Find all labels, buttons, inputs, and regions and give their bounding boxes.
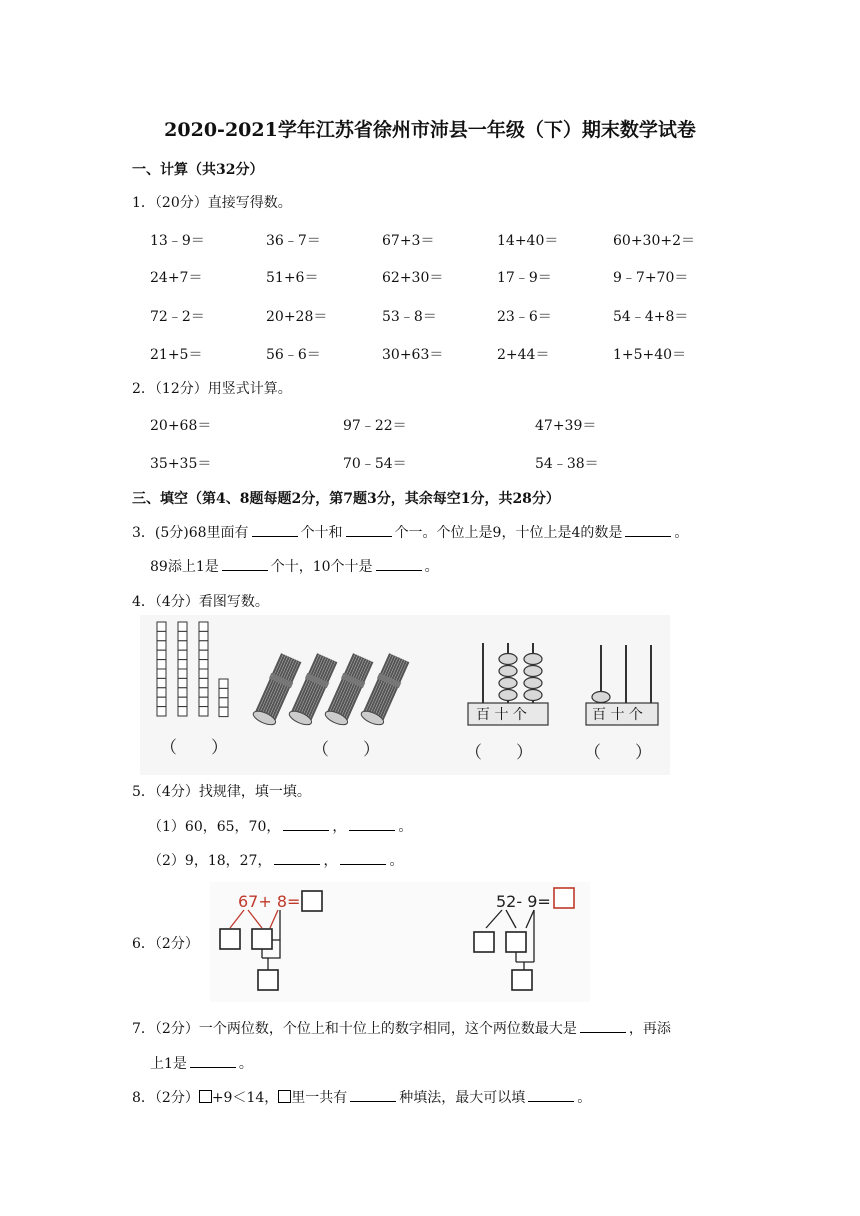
answer-blank[interactable] — [252, 524, 298, 537]
oral-calculation-item: 13﹣9＝ — [150, 233, 205, 249]
answer-paren-3[interactable]: （ ） — [465, 743, 533, 763]
q7-text-3: 上1是 — [150, 1056, 187, 1072]
oral-calculation-item: 17﹣9＝ — [497, 270, 552, 286]
unit-cube — [219, 707, 228, 716]
question-7-line-2 — [150, 1053, 253, 1073]
answer-blank[interactable] — [340, 852, 386, 865]
section-1-heading: 一、计算（共32分） — [132, 162, 264, 178]
question-4-figures — [140, 615, 670, 775]
ten-rod — [157, 622, 166, 716]
answer-box[interactable] — [302, 891, 322, 911]
abacus-bead — [499, 654, 517, 665]
answer-blank[interactable] — [528, 1089, 574, 1102]
square-placeholder — [278, 1090, 291, 1103]
oral-calculation-item: 62+30＝ — [382, 270, 444, 286]
abacus-2-label: 百 十 个 — [592, 707, 643, 723]
sequence-2-text: （2）9，18，27， — [148, 853, 272, 869]
sequence-2 — [148, 850, 403, 870]
abacus-1-label: 百 十 个 — [476, 707, 527, 723]
q3-text-6: 个十，10个十是 — [270, 559, 373, 575]
q8-text-2: +9＜14， — [211, 1090, 279, 1106]
q7-text-2: ，再添 — [628, 1021, 671, 1037]
q3-text-4: 。 — [674, 525, 689, 541]
answer-box[interactable] — [506, 932, 526, 952]
oral-calculation-item: 24+7＝ — [150, 270, 203, 286]
question-2-label: 2．（12分）用竖式计算。 — [132, 381, 292, 397]
q3-text-2: 个十和 — [300, 525, 343, 541]
vertical-calculation-item: 97﹣22＝ — [343, 418, 407, 434]
answer-blank[interactable] — [350, 1089, 396, 1102]
vertical-calculation-item: 20+68＝ — [150, 418, 212, 434]
sequence-1 — [148, 816, 412, 836]
q3-text-5: 89添上1是 — [150, 559, 219, 575]
oral-calculation-item: 51+6＝ — [266, 270, 319, 286]
answer-box[interactable] — [512, 970, 532, 990]
answer-blank[interactable] — [625, 524, 671, 537]
question-5-label: 5．（4分）找规律，填一填。 — [132, 784, 311, 800]
separator: ， — [332, 819, 347, 835]
answer-box[interactable] — [554, 888, 574, 908]
q8-text-3: 里一共有 — [291, 1090, 348, 1106]
answer-box[interactable] — [252, 929, 272, 949]
answer-box[interactable] — [258, 970, 278, 990]
answer-blank[interactable] — [349, 818, 395, 831]
oral-calculation-item: 53﹣8＝ — [382, 309, 437, 325]
answer-paren-1[interactable]: （ ） — [160, 738, 228, 758]
sequence-end: 。 — [398, 819, 413, 835]
sequence-1-text: （1）60，65，70， — [148, 819, 281, 835]
answer-blank[interactable] — [274, 852, 320, 865]
abacus-bead — [524, 666, 542, 677]
oral-calculation-item: 9﹣7+70＝ — [613, 270, 689, 286]
q7-text-4: 。 — [238, 1056, 253, 1072]
q3-text-1: 3．(5分)68里面有 — [132, 525, 249, 541]
question-8-line — [132, 1087, 591, 1107]
question-7-line-1 — [132, 1018, 671, 1038]
q8-text-1: 8．（2分） — [132, 1090, 199, 1106]
answer-blank[interactable] — [580, 1020, 626, 1033]
question-6-label: 6．（2分） — [132, 936, 199, 952]
answer-blank[interactable] — [346, 524, 392, 537]
abacus-bead — [524, 690, 542, 701]
unit-cubes — [219, 679, 228, 717]
vertical-calculation-item: 47+39＝ — [535, 418, 597, 434]
question-6-diagrams — [210, 882, 590, 1002]
equation-2: 52- 9= — [496, 892, 551, 911]
question-4-label: 4．（4分）看图写数。 — [132, 594, 269, 610]
abacus-bead — [499, 666, 517, 677]
oral-calculation-item: 54﹣4+8＝ — [613, 309, 689, 325]
abacus-bead — [524, 654, 542, 665]
sequence-end: 。 — [389, 853, 404, 869]
page-title: 2020-2021学年江苏省徐州市沛县一年级（下）期末数学试卷 — [164, 119, 696, 141]
answer-blank[interactable] — [190, 1055, 236, 1068]
ten-rod — [199, 622, 208, 716]
q3-text-7: 。 — [424, 559, 439, 575]
oral-calculation-item: 60+30+2＝ — [613, 233, 695, 249]
oral-calculation-item: 72﹣2＝ — [150, 309, 205, 325]
equation-1: 67+ 8= — [238, 892, 301, 911]
oral-calculation-item: 67+3＝ — [382, 233, 435, 249]
abacus-beads — [592, 692, 610, 703]
answer-blank[interactable] — [283, 818, 329, 831]
question-1-label: 1．（20分）直接写得数。 — [132, 195, 292, 211]
oral-calculation-item: 56﹣6＝ — [266, 347, 321, 363]
vertical-calculation-item: 35+35＝ — [150, 456, 212, 472]
question-3-line-1 — [132, 522, 688, 542]
abacus-bead — [499, 678, 517, 689]
oral-calculation-item: 23﹣6＝ — [497, 309, 552, 325]
answer-paren-2[interactable]: （ ） — [312, 740, 380, 760]
unit-cube — [219, 679, 228, 688]
unit-cube — [219, 688, 228, 697]
answer-blank[interactable] — [222, 558, 268, 571]
answer-blank[interactable] — [376, 558, 422, 571]
oral-calculation-item: 21+5＝ — [150, 347, 203, 363]
q3-text-3: 个一。个位上是9，十位上是4的数是 — [394, 525, 623, 541]
q8-text-4: 种填法，最大可以填 — [399, 1090, 526, 1106]
square-placeholder — [199, 1090, 212, 1103]
ten-rod — [178, 622, 187, 716]
vertical-calculation-item: 70﹣54＝ — [343, 456, 407, 472]
answer-box[interactable] — [220, 929, 240, 949]
q8-text-5: 。 — [577, 1090, 592, 1106]
oral-calculation-item: 20+28＝ — [266, 309, 328, 325]
vertical-calculation-item: 54﹣38＝ — [535, 456, 599, 472]
oral-calculation-item: 1+5+40＝ — [613, 347, 687, 363]
oral-calculation-item: 30+63＝ — [382, 347, 444, 363]
abacus-bead — [524, 678, 542, 689]
answer-box[interactable] — [474, 932, 494, 952]
abacus-bead — [499, 690, 517, 701]
question-3-line-2 — [150, 556, 439, 576]
abacus-bead — [592, 692, 610, 703]
q7-text-1: 7．（2分）一个两位数，个位上和十位上的数字相同，这个两位数最大是 — [132, 1021, 577, 1037]
answer-paren-4[interactable]: （ ） — [584, 743, 652, 763]
oral-calculation-item: 2+44＝ — [497, 347, 550, 363]
oral-calculation-item: 14+40＝ — [497, 233, 559, 249]
oral-calculation-item: 36﹣7＝ — [266, 233, 321, 249]
section-3-heading: 三、填空（第4、8题每题2分，第7题3分，其余每空1分，共28分） — [132, 491, 560, 507]
separator: ， — [323, 853, 338, 869]
unit-cube — [219, 698, 228, 707]
